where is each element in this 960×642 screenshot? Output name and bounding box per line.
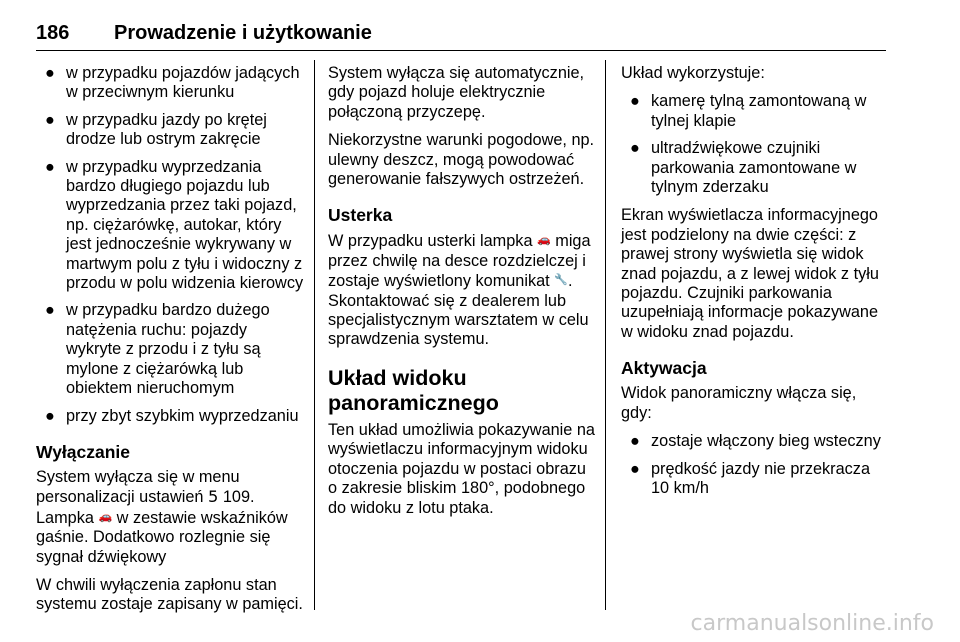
heading-panoramic-view: Układ widoku panoramicznego (328, 365, 499, 415)
bullet-icon: ● (630, 92, 640, 111)
reference-arrow-icon: 5 (207, 487, 219, 507)
list-item: ● zostaje włączony bieg wsteczny (630, 432, 881, 451)
page-title: Prowadzenie i użytkowanie (114, 22, 372, 44)
heading-activate: Aktywacja (621, 358, 707, 379)
heading-disable: Wyłączanie (36, 441, 131, 462)
list-item: ● kamerę tylną zamontowaną w tylnej klapie (630, 92, 867, 130)
list-item: ● prędkość jazdy nie przekracza 10 km/h (630, 459, 870, 497)
bullet-icon: ● (630, 139, 640, 158)
bullet-icon: ● (45, 110, 55, 129)
wrench-icon: 🔧 (554, 274, 568, 287)
bullet-list-1 (36, 64, 304, 426)
paragraph: Niekorzystne warunki pogodowe, np. ulewny deszcz, mogą powodować generowanie fałszywych ostrzeżeń. (328, 131, 595, 189)
bullet-list-3 (621, 432, 891, 498)
bullet-list-2 (621, 92, 891, 197)
list-item: ● w przypadku bardzo dużego natężenia ruchu: pojazdy wykryte z przodu i z tyłu są mylone z ciężarówką lub obiektem nieruchomym (45, 301, 270, 398)
paragraph: Ten układ umożliwia pokazywanie na wyświetlaczu informacyjnym widoku otoczenia pojazdu w postaci obrazu o zakresie bliskim 180°, podobnego do widoku z lotu ptaka. (328, 420, 595, 517)
bullet-icon: ● (45, 64, 55, 82)
side-blind-spot-lamp-icon: 🚗 (537, 234, 551, 247)
paragraph: System wyłącza się automatycznie, gdy pojazd holuje elektrycznie połączoną przyczepę. (328, 64, 585, 121)
bullet-icon: ● (630, 432, 640, 451)
list-item: ● przy zbyt szybkim wyprzedzaniu (45, 406, 299, 425)
column-divider-1 (314, 60, 315, 610)
paragraph: System wyłącza się w menu personalizacji ustawień 5 109. Lampka 🚗 w zestawie wskaźników gaśnie. Dodatkowo rozlegnie się sygnał dźwiękowy (36, 467, 288, 566)
side-blind-spot-lamp-icon: 🚗 (98, 510, 113, 523)
column-divider-2 (605, 60, 606, 610)
bullet-icon: ● (45, 157, 55, 176)
column-2 (328, 64, 596, 527)
column-1 (36, 64, 304, 624)
bullet-icon: ● (630, 459, 640, 478)
list-item: ● w przypadku pojazdów jadących w przeciwnym kierunku (45, 64, 300, 102)
page-link[interactable]: 109. (218, 488, 255, 507)
heading-fault: Usterka (328, 205, 393, 226)
page-number: 186 (36, 22, 70, 44)
bullet-icon: ● (45, 301, 55, 320)
list-item: ● ultradźwiękowe czujniki parkowania zamontowane w tylnym zderzaku (630, 139, 857, 197)
column-3 (621, 64, 891, 507)
paragraph: W chwili wyłączenia zapłonu stan systemu zostaje zapisany w pamięci. (36, 575, 303, 614)
paragraph: Układ wykorzystuje: (621, 64, 765, 82)
paragraph: Ekran wyświetlacza informacyjnego jest podzielony na dwie części: z prawej strony wyświetla się widok znad pojazdu, a z lewej widok z tyłu pojazdu. Czujniki parkowania uzupełniają informacje pokazywane w widoku znad pojazdu. (621, 206, 879, 341)
list-item: ● w przypadku jazdy po krętej drodze lub ostrym zakręcie (45, 110, 267, 149)
paragraph: W przypadku usterki lampka 🚗 miga przez chwilę na desce rozdzielczej i zostaje wyświetlony komunikat 🔧. Skontaktować się z dealerem lub specjalistycznym warsztatem w celu sprawdzenia systemu. (328, 232, 591, 349)
list-item: ● w przypadku wyprzedzania bardzo długiego pojazdu lub wyprzedzania przez taki pojazd, np. ciężarówkę, autokar, który jest jednocześnie wykrywany w martwym polu z tyłu i widoczny z przodu w polu widzenia kierowcy (45, 157, 304, 293)
paragraph: Widok panoramiczny włącza się, gdy: (621, 384, 857, 422)
header-rule (36, 50, 886, 51)
page-header (36, 22, 886, 50)
watermark: carmanualsonline.info (690, 611, 934, 636)
bullet-icon: ● (45, 406, 55, 425)
